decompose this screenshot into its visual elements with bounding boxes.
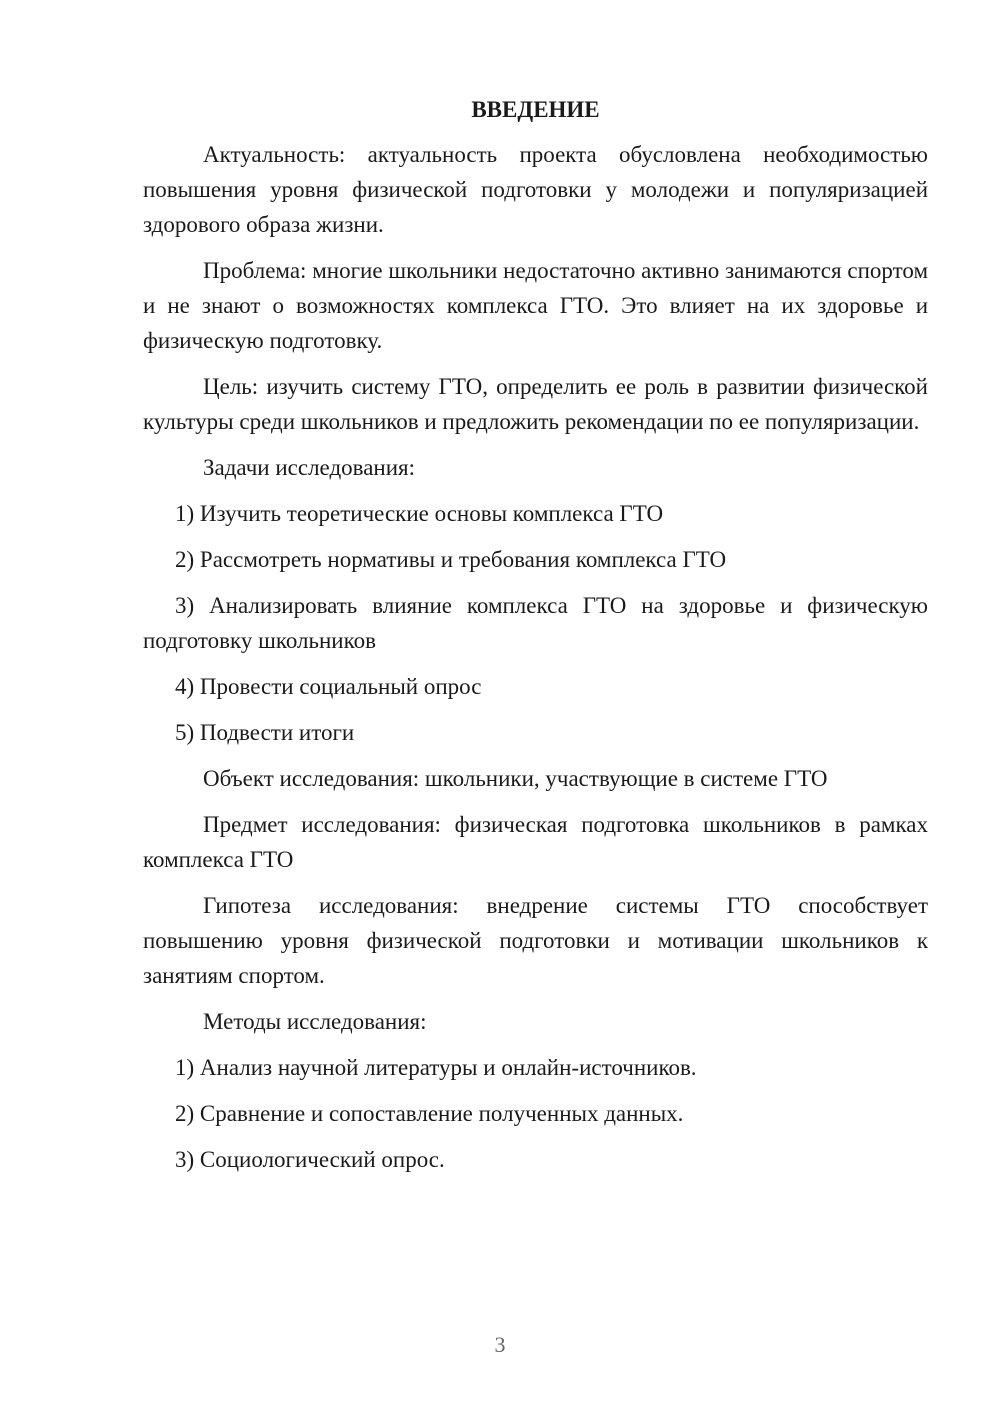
page-body bbox=[143, 92, 928, 1188]
tasks-list bbox=[143, 496, 928, 750]
page-title: ВВЕДЕНИЕ bbox=[471, 97, 600, 122]
paragraph-problem: Проблема: многие школьники недостаточно активно занимаются спортом и не знают о возможностях комплекса ГТО. Это влияет на их здоровье и физическую подготовку. bbox=[143, 258, 928, 353]
list-item: 2) Рассмотреть нормативы и требования комплекса ГТО bbox=[175, 547, 727, 572]
list-item: 3) Анализировать влияние комплекса ГТО на здоровье и физическую подготовку школьников bbox=[143, 593, 928, 653]
paragraph-object: Объект исследования: школьники, участвующие в системе ГТО bbox=[203, 766, 828, 791]
list-item: 4) Провести социальный опрос bbox=[175, 674, 482, 699]
methods-heading: Методы исследования: bbox=[203, 1009, 427, 1034]
methods-list bbox=[143, 1050, 928, 1177]
list-item: 3) Социологический опрос. bbox=[175, 1147, 445, 1172]
list-item: 5) Подвести итоги bbox=[175, 720, 355, 745]
list-item: 1) Анализ научной литературы и онлайн-источников. bbox=[175, 1055, 697, 1080]
tasks-heading: Задачи исследования: bbox=[203, 455, 416, 480]
paragraph-hypothesis: Гипотеза исследования: внедрение системы ГТО способствует повышению уровня физической подготовки и мотивации школьников к занятиям спортом. bbox=[143, 893, 928, 988]
paragraph-relevance: Актуальность: актуальность проекта обусловлена необходимостью повышения уровня физической подготовки у молодежи и популяризацией здорового образа жизни. bbox=[143, 142, 928, 237]
paragraph-goal: Цель: изучить систему ГТО, определить ее роль в развитии физической культуры среди школьников и предложить рекомендации по ее популяризации. bbox=[143, 374, 928, 434]
page-number: 3 bbox=[494, 1332, 506, 1357]
list-item: 2) Сравнение и сопоставление полученных данных. bbox=[175, 1101, 684, 1126]
list-item: 1) Изучить теоретические основы комплекса ГТО bbox=[175, 501, 664, 526]
paragraph-subject: Предмет исследования: физическая подготовка школьников в рамках комплекса ГТО bbox=[143, 812, 928, 872]
